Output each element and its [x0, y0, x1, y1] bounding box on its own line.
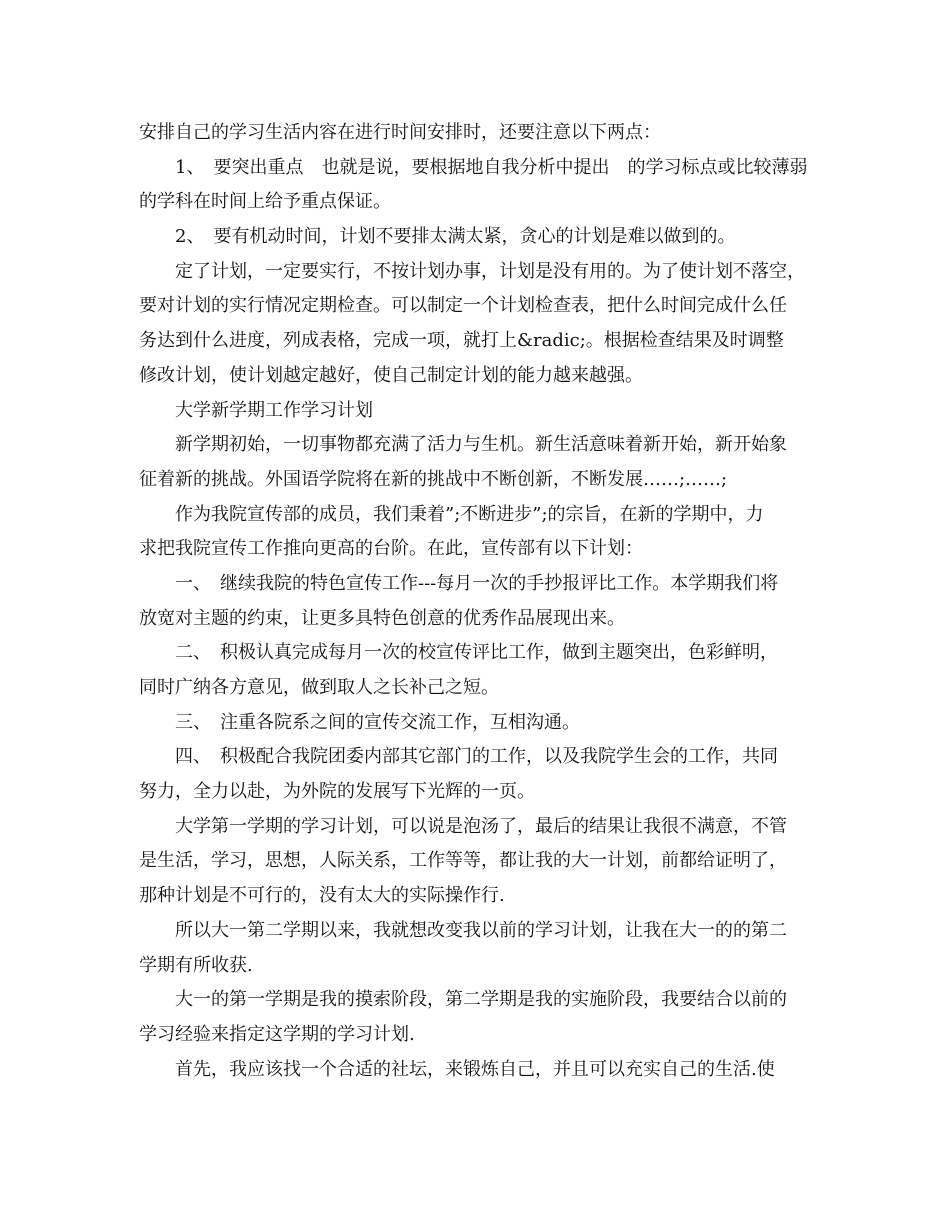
- text-line: 2、 要有机动时间，计划不要排太满太紧，贪心的计划是难以做到的。: [175, 226, 736, 248]
- text-line: 首先，我应该找一个合适的社坛，来锻炼自己，并且可以充实自己的生活.使: [175, 1058, 775, 1080]
- text-line: 的学科在时间上给予重点保证。: [139, 191, 391, 213]
- text-line: 务达到什么进度，列成表格，完成一项，就打上&radic;。根据检查结果及时调整: [139, 330, 784, 352]
- text-line: 努力，全力以赴，为外院的发展写下光辉的一页。: [139, 781, 535, 803]
- text-line: 安排自己的学习生活内容在进行时间安排时，还要注意以下两点：: [139, 122, 661, 143]
- document-body: [139, 116, 815, 1087]
- text-line: 大一的第一学期是我的摸索阶段，第二学期是我的实施阶段，我要结合以前的: [175, 989, 787, 1011]
- text-line: 学习经验来指定这学期的学习计划.: [139, 1023, 415, 1045]
- text-line: 学期有所收获.: [139, 954, 253, 976]
- text-line: 四、 积极配合我院团委内部其它部门的工作，以及我院学生会的工作，共同: [175, 746, 778, 768]
- text-line: 求把我院宣传工作推向更高的台阶。在此，宣传部有以下计划：: [139, 538, 643, 560]
- text-line: 同时广纳各方意见，做到取人之长补己之短。: [139, 677, 499, 698]
- text-line: 二、 积极认真完成每月一次的校宣传评比工作，做到主题突出，色彩鲜明，: [175, 642, 778, 664]
- text-line: 所以大一第二学期以来，我就想改变我以前的学习计划，让我在大一的的第二: [175, 919, 787, 941]
- text-line: 放宽对主题的约束，让更多具特色创意的优秀作品展现出来。: [139, 607, 625, 629]
- text-line: 新学期初始，一切事物都充满了活力与生机。新生活意味着新开始，新开始象: [175, 434, 787, 456]
- text-line: 那种计划是不可行的，没有太大的实际操作行.: [139, 885, 505, 907]
- text-line: 征着新的挑战。外国语学院将在新的挑战中不断创新，不断发展……;……;: [139, 468, 728, 490]
- text-line: 修改计划，使计划越定越好，使自己制定计划的能力越来越强。: [139, 364, 643, 386]
- section-heading: 大学新学期工作学习计划: [175, 399, 373, 421]
- text-line: 1、 要突出重点 也就是说，要根据地自我分析中提出 的学习标点或比较薄弱: [175, 156, 808, 178]
- text-line: 是生活，学习，思想，人际关系，工作等等，都让我的大一计划，前都给证明了，: [139, 850, 787, 872]
- text-line: 三、 注重各院系之间的宣传交流工作，互相沟通。: [175, 711, 580, 733]
- text-line: 一、 继续我院的特色宣传工作---每月一次的手抄报评比工作。本学期我们将: [175, 572, 779, 594]
- text-line: 作为我院宣传部的成员，我们秉着”;不断进步”;的宗旨，在新的学期中，力: [175, 503, 764, 525]
- text-line: 大学第一学期的学习计划，可以说是泡汤了，最后的结果让我很不满意，不管: [175, 815, 787, 837]
- text-line: 要对计划的实行情况定期检查。可以制定一个计划检查表，把什么时间完成什么任: [139, 295, 787, 317]
- text-line: 定了计划，一定要实行，不按计划办事，计划是没有用的。为了使计划不落空，: [175, 260, 805, 282]
